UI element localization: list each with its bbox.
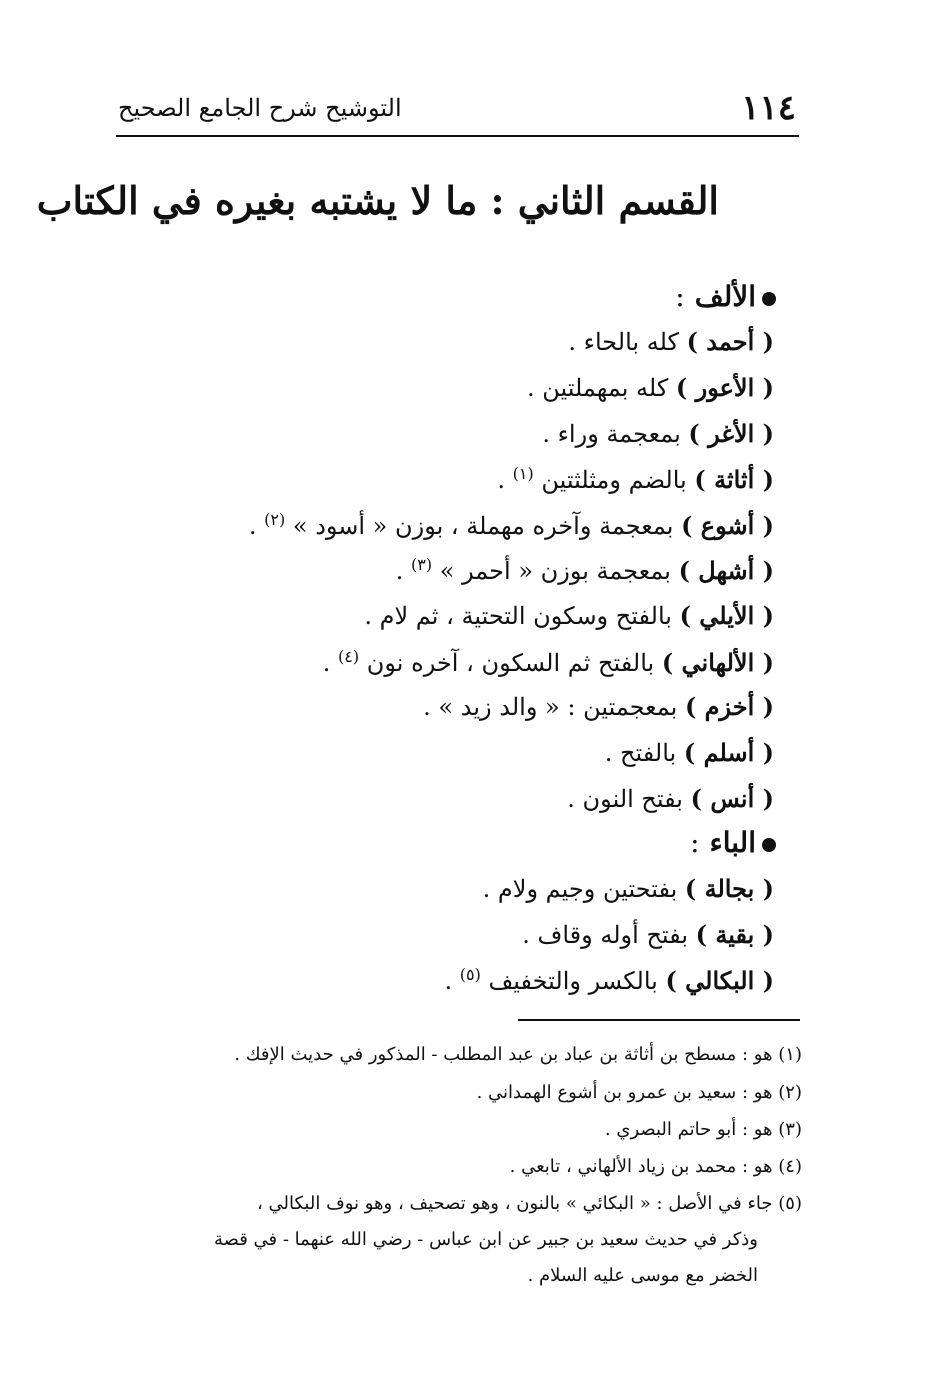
entry	[249, 510, 774, 540]
entry-name: ( أحمد )	[686, 327, 774, 356]
entry-text: بمعجمة بوزن « أحمر »	[439, 557, 671, 585]
header-rule	[116, 135, 799, 137]
letter-heading-label: الباء	[709, 826, 756, 859]
footnote: (٣) هو : أبو حاتم البصري .	[604, 1119, 802, 1140]
bullet-icon	[762, 838, 776, 852]
entry-name: ( بقية )	[695, 920, 774, 949]
footnote-marker: (٣)	[411, 555, 433, 574]
entry-name: ( الأعور )	[675, 373, 774, 402]
footnote: (٤) هو : محمد بن زياد الألهاني ، تابعي .	[509, 1156, 802, 1177]
entry	[567, 784, 774, 813]
entry-tail: .	[444, 967, 453, 995]
letter-heading-colon: :	[690, 826, 700, 859]
entry-text: بالكسر والتخفيف	[488, 967, 658, 995]
entry-text: بالفتح وسكون التحتية ، ثم لام .	[364, 602, 672, 630]
entry-text: بمعجمة وآخره مهملة ، بوزن « أسود »	[292, 512, 674, 540]
letter-heading-label: الألف	[694, 280, 756, 313]
entry	[568, 327, 774, 356]
running-title: التوشيح شرح الجامع الصحيح	[118, 94, 402, 122]
entry-name: ( أشوع )	[681, 511, 774, 540]
entry-name: ( أخزم )	[684, 692, 774, 721]
entry	[527, 373, 774, 402]
footnote-continuation: وذكر في حديث سعيد بن جبير عن ابن عباس - رضي الله عنهما - في قصة	[213, 1229, 758, 1250]
entry-name: ( الألهاني )	[661, 648, 774, 677]
footnote-marker: (٤)	[338, 647, 360, 666]
entry-text: كله بمهملتين .	[526, 374, 669, 402]
entry	[605, 738, 774, 767]
entry	[423, 692, 774, 721]
entry	[497, 464, 774, 494]
entry-tail: .	[497, 466, 505, 494]
entry	[542, 419, 774, 448]
letter-heading-alif	[675, 280, 776, 313]
footnote-marker: (٥)	[459, 965, 481, 984]
entry-name: ( أنس )	[690, 784, 774, 813]
footnote-marker: (١)	[512, 464, 534, 483]
entry-text: بمعجمتين : « والد زيد » .	[423, 693, 678, 721]
entry-text: بفتح النون .	[567, 785, 683, 813]
entry-text: بمعجمة وراء .	[542, 420, 681, 448]
letter-heading-colon: :	[675, 280, 685, 313]
footnote-marker: (٢)	[264, 510, 286, 529]
entry-text: بالفتح .	[604, 739, 677, 767]
entry-tail: .	[395, 557, 404, 585]
footnote-rule	[518, 1019, 800, 1021]
letter-heading-ba	[690, 826, 776, 859]
entry-name: ( بجالة )	[684, 874, 774, 903]
entry	[522, 920, 774, 949]
entry-text: بالفتح ثم السكون ، آخره نون	[366, 649, 655, 677]
entry-text: كله بالحاء .	[568, 328, 679, 356]
entry-name: ( الأغر )	[688, 419, 774, 448]
entry-text: بالضم ومثلثتين	[541, 466, 687, 494]
entry-tail: .	[322, 649, 331, 677]
entry	[444, 965, 774, 995]
entry	[483, 874, 774, 903]
page-number: ١١٤	[741, 88, 796, 128]
footnote: (٢) هو : سعيد بن عمرو بن أشوع الهمداني .	[476, 1082, 802, 1103]
entry-name: ( أثاثة )	[694, 465, 774, 494]
entry-text: بفتح أوله وقاف .	[522, 921, 688, 949]
bullet-icon	[762, 292, 776, 306]
entry	[396, 555, 774, 585]
footnote: (١) هو : مسطح بن أثاثة بن عباد بن عبد المطلب - المذكور في حديث الإفك .	[234, 1044, 802, 1065]
entry-name: ( أشهل )	[678, 556, 774, 585]
footnote: (٥) جاء في الأصل : « البكائي » بالنون ، وهو تصحيف ، وهو نوف البكالي ،	[256, 1193, 802, 1214]
entry-text: بفتحتين وجيم ولام .	[482, 875, 678, 903]
entry-name: ( البكالي )	[665, 966, 774, 995]
entry-name: ( الأيلي )	[679, 601, 774, 630]
footnote-continuation: الخضر مع موسى عليه السلام .	[527, 1265, 758, 1286]
entry-tail: .	[248, 512, 257, 540]
entry	[323, 647, 774, 677]
entry-name: ( أسلم )	[683, 738, 774, 767]
section-title: القسم الثاني : ما لا يشتبه بغيره في الكتاب	[36, 178, 719, 223]
entry	[364, 601, 774, 630]
